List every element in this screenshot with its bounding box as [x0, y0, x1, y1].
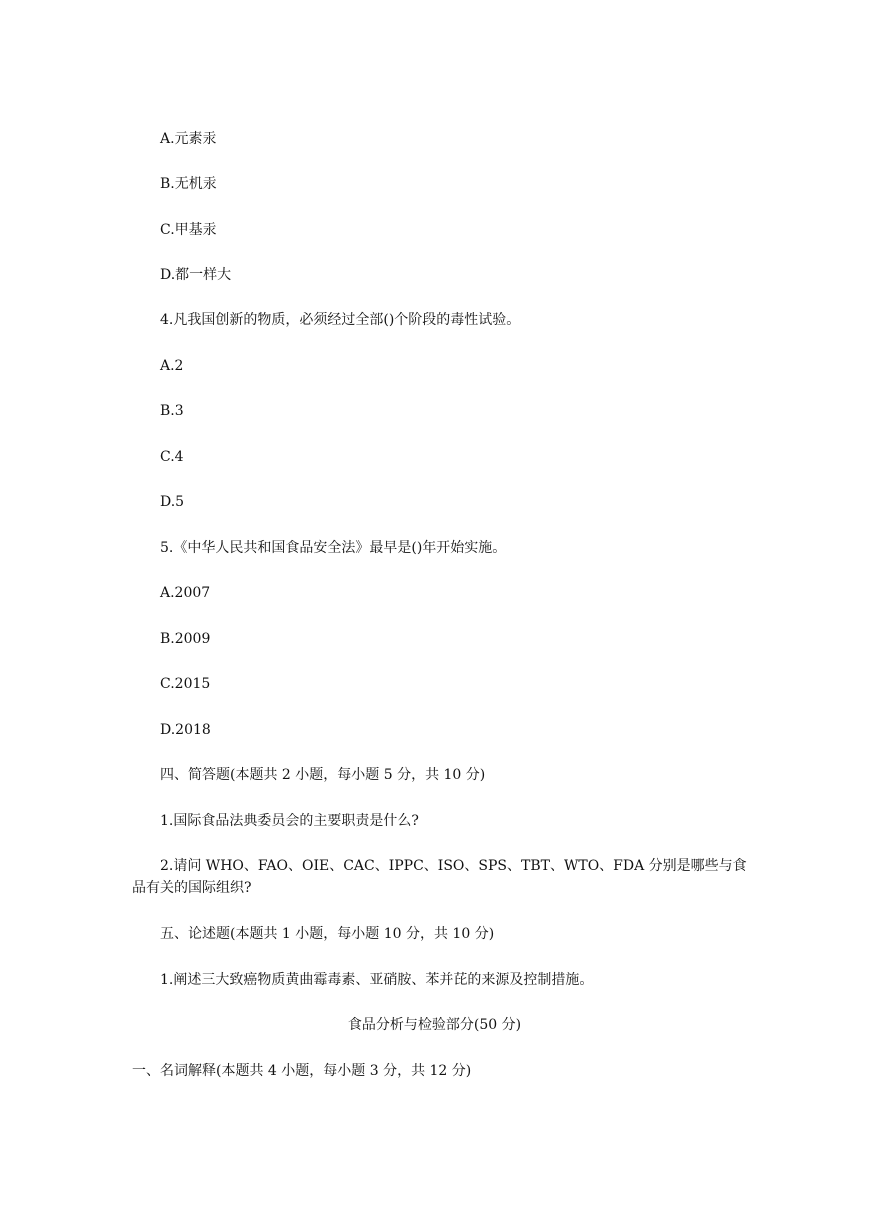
section-4-heading: 四、简答题(本题共 2 小题，每小题 5 分，共 10 分)	[160, 767, 486, 783]
option-a-elemental-mercury: A.元素汞	[160, 131, 217, 147]
section-5-heading: 五、论述题(本题共 1 小题，每小题 10 分，共 10 分)	[160, 926, 495, 942]
q4-option-b: B.3	[160, 403, 184, 419]
section-4-question-2: 2.请问 WHO、FAO、OIE、CAC、IPPC、ISO、SPS、TBT、WTO、FDA 分别是哪些与食品有关的国际组织?	[132, 858, 747, 896]
question-5: 5.《中华人民共和国食品安全法》最早是()年开始实施。	[160, 540, 507, 556]
q4-option-a: A.2	[160, 358, 184, 374]
option-c-methylmercury: C.甲基汞	[160, 222, 217, 238]
part-section-1-heading: 一、名词解释(本题共 4 小题，每小题 3 分，共 12 分)	[132, 1063, 472, 1079]
q4-option-d: D.5	[160, 494, 185, 510]
q5-option-d: D.2018	[160, 722, 211, 738]
q5-option-c: C.2015	[160, 676, 211, 692]
part-title: 食品分析与检验部分(50 分)	[347, 1017, 522, 1033]
q5-option-b: B.2009	[160, 631, 211, 647]
section-5-question-1: 1.阐述三大致癌物质黄曲霉毒素、亚硝胺、苯并芘的来源及控制措施。	[160, 972, 594, 988]
option-b-inorganic-mercury: B.无机汞	[160, 176, 217, 192]
question-4: 4.凡我国创新的物质，必须经过全部()个阶段的毒性试验。	[160, 312, 521, 328]
q4-option-c: C.4	[160, 449, 184, 465]
section-4-question-1: 1.国际食品法典委员会的主要职责是什么?	[160, 813, 419, 829]
q5-option-a: A.2007	[160, 585, 211, 601]
option-d-all-equal: D.都一样大	[160, 267, 232, 283]
